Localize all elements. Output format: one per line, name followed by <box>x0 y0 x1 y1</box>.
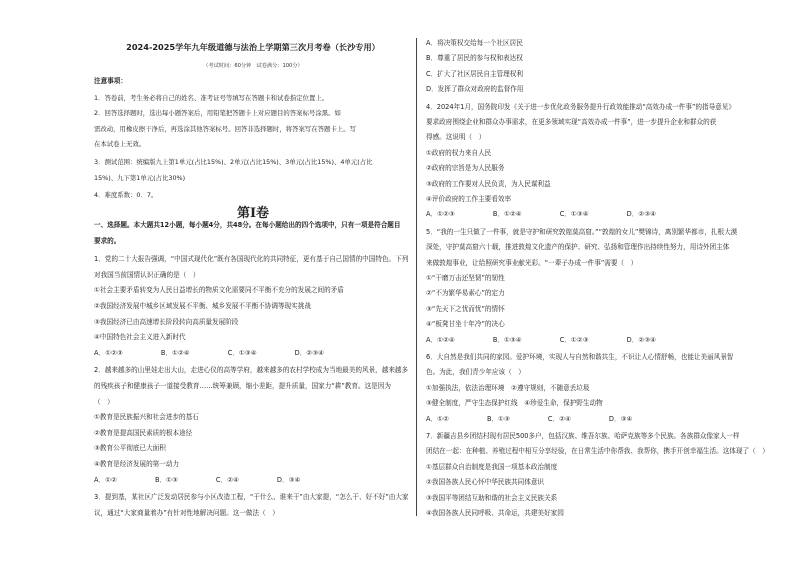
notice-line: 4．难度系数：0．7。 <box>94 191 158 200</box>
question-item: ①基层群众自治制度是我国一项基本政治制度 <box>426 462 558 471</box>
answer-option: A．①② <box>426 414 449 423</box>
question-item: ④中国特色社会主义进入新时代 <box>94 333 186 342</box>
answer-option: B．①③ <box>486 414 510 423</box>
question-stem-line: 来做敦煌事业，让给照研究事业献光彩。“一辈子办成一件事”需要（ ） <box>426 258 638 267</box>
question-stem-line: 5．“我的一生只做了一件事，就是守护和研究敦煌莫高窟。”“敦煌的女儿”樊锦诗，离别繁华都市，扎根大漠 <box>426 227 738 236</box>
question-item: ③教育公平彻底已大面积 <box>94 444 166 453</box>
exam-subtitle: （考试时间：60分钟 试卷满分：100分） <box>203 63 303 69</box>
answer-option: C．①②③ <box>559 335 589 344</box>
question-item: ②教育是提高国民素质的根本途径 <box>94 428 193 437</box>
part-title: 第Ⅰ卷 <box>236 206 270 221</box>
answer-option: B．①③ <box>154 475 178 484</box>
question-item: ①“干磨万击还坚韧”的韧性 <box>426 274 505 282</box>
notice-line: 在本试卷上无效。 <box>94 140 146 149</box>
question-item: ①加强执法，依法治理环境 ②遵守规则，不随意丢垃圾 <box>426 383 590 392</box>
question-stem-line: 深处，守护莫高窟六十载，推进敦煌文化遗产的保护、研究、弘扬和管理作出持续性努力，用诗外团主体 <box>426 243 730 252</box>
question-stem-line: 4．2024年1月，国务院印发《关于进一步优化政务服务提升行政效能推动“高效办成一件事”的指导意见》 <box>426 102 735 111</box>
notice-line: 需改动，用橡皮擦干净后，再选涂其他答案标号。回答非选择题时，将答案写在答题卡上。写 <box>94 124 357 133</box>
question-stem-line: 1．党的二十大报告强调，“中国式现代化”既有各国现代化的共同特征，更有基于自己国情的中国特色。下列 <box>94 255 409 264</box>
notice-line: 1．答卷前，考生务必将自己的姓名、准考证号等填写在答题卡和试卷指定位置上。 <box>94 93 329 102</box>
answer-option: B．①③④ <box>492 335 522 344</box>
question-stem-line: 要求政府围绕企业和群众办事需求，在更多领域实现“高效办成一件事”，进一步提升企业和群众的获 <box>426 118 717 126</box>
column-divider <box>416 38 417 516</box>
question-stem-line: 2．越来越多的山里娃走出大山，走进心仪的高等学府，越来越多的农村学校成为当地最美的风景，越来越多 <box>94 366 409 375</box>
question-item: ②我国经济发展中城乡区域发展不平衡、城乡发展不平衡不协调等现实挑战 <box>94 302 311 310</box>
question-options <box>426 416 632 423</box>
answer-option: C．②④ <box>547 414 571 423</box>
answer-option: C．①③④ <box>227 348 257 357</box>
question-stem-line: 对我国当前国情认识正确的是（ ） <box>94 270 200 279</box>
question-option-line: D．发挥了群众对政府的监督作用 <box>426 85 524 94</box>
question-item: ④我国各族人民同呼吸、共命运，共建美好家园 <box>426 509 564 517</box>
answer-option: D．②③④ <box>626 335 657 344</box>
question-stem-line: 6．大自然是我们共同的家园。爱护环境，实现人与自然和谐共生，不识让人心情舒畅，也能让美丽风景智 <box>426 353 734 361</box>
question-item: ④“板凳甘坐十年冷”的决心 <box>426 320 505 329</box>
question-option-line: B．尊重了居民的参与权和表达权 <box>426 54 523 63</box>
notice-line: 2．回答选择题时，选出每小题答案后，用铅笔把答题卡上对应题目的答案标号涂黑。如 <box>94 109 341 118</box>
notice-line: 15%)、九下第1单元(占比30%) <box>94 173 186 182</box>
answer-option: D．②③④ <box>626 210 657 219</box>
question-item: ③政府的工作要对人民负责，为人民谋利益 <box>426 179 551 188</box>
question-stem-line: 色。为此，我们青少年应该（ ） <box>426 368 525 377</box>
question-options <box>94 477 300 484</box>
question-item: ②我国各族人民心怀中华民族共同体意识 <box>426 478 545 487</box>
answer-option: B．①②④ <box>492 210 522 219</box>
exam-title: 2024-2025学年九年级道德与法治上学期第三次月考卷（长沙专用） <box>126 42 380 52</box>
question-item: ④评价政府的工作主要看效率 <box>426 195 512 203</box>
question-item: ③健全制度，严守生态保护红线 ④珍爱生命，保护野生动物 <box>426 399 603 408</box>
answer-option: C．②④ <box>215 475 239 484</box>
question-stem-line: 3．提到基，某社区广泛发动居民参与小区改造工程，“干什么、谁来干”由大家提，“怎么干、好不好”由大家 <box>94 493 409 502</box>
question-item: ④教育是经济发展的第一动力 <box>94 460 180 468</box>
question-item: ③“先天下之忧而忧”的情怀 <box>426 304 505 313</box>
question-stem-line: 得感。这说明（ ） <box>426 133 486 142</box>
section-heading-line: 要求的。 <box>94 236 121 245</box>
question-option-line: C．扩大了社区居民自主管理权利 <box>426 69 523 78</box>
question-item: ②政府的宗旨是为人民服务 <box>426 164 505 173</box>
answer-option: A．①② <box>94 475 117 484</box>
question-option-line: A．将决策权交给每一个社区居民 <box>426 39 523 47</box>
question-item: ①教育是民族振兴和社会进步的基石 <box>94 413 199 422</box>
question-item: ③我国平等团结互助和谐的社会主义民族关系 <box>426 493 558 502</box>
answer-option: A．①②③ <box>94 348 123 357</box>
question-item: ①政府的权力来自人民 <box>426 148 492 157</box>
section-heading-line: 一、选择题。本大题共12小题，每小题4分，共48分。在每小题给出的四个选项中，只有一项是符合题目 <box>94 221 401 229</box>
question-item: ①社会主要矛盾转变为人民日益增长的物质文化需要同不平衡不充分的发展之间的矛盾 <box>94 286 344 295</box>
question-item: ②“不为繁华易素心”的定力 <box>426 289 505 298</box>
question-stem-line: 7．新疆吉县乡团结村现有居民500多户，包括汉族、维吾尔族、哈萨克族等多个民族。各族群众像家人一样 <box>426 432 740 440</box>
question-stem-line: 的残疾孩子和健康孩子一道接受教育……统筹兼顾，缩小差距，提升质量，国家力“耕”教育。这是因为 <box>94 382 391 390</box>
question-item: ③我国经济已由高速增长阶段转向高质量发展阶段 <box>94 317 239 326</box>
question-options <box>426 337 656 344</box>
answer-option: D．③④ <box>608 414 633 423</box>
question-stem-line: （ ） <box>94 397 114 406</box>
answer-option: C．①③④ <box>559 210 589 219</box>
answer-option: A．①②③ <box>426 210 455 219</box>
answer-option: A．①②④ <box>426 335 455 344</box>
notice-line: 3．测试范围：统编版九上第1单元(占比15%)、2单元(占比15%)、3单元(占比15%)、4单元(占比 <box>94 158 373 166</box>
answer-option: D．③④ <box>276 475 301 484</box>
question-stem-line: 议，通过“大家商量着办”有针对性地解决问题。这一做法（ ） <box>94 508 279 517</box>
answer-option: D．②③④ <box>294 348 325 357</box>
answer-option: B．①②④ <box>160 348 190 357</box>
question-stem-line: 团结在一起：在种植、养殖过程中相互分享经验，在日常生活中你帮我、我帮你，携手开创幸福生活。这体现了（ ） <box>426 447 769 456</box>
notice-heading: 注意事项： <box>94 77 127 85</box>
question-options <box>426 211 656 218</box>
question-options <box>94 350 324 357</box>
